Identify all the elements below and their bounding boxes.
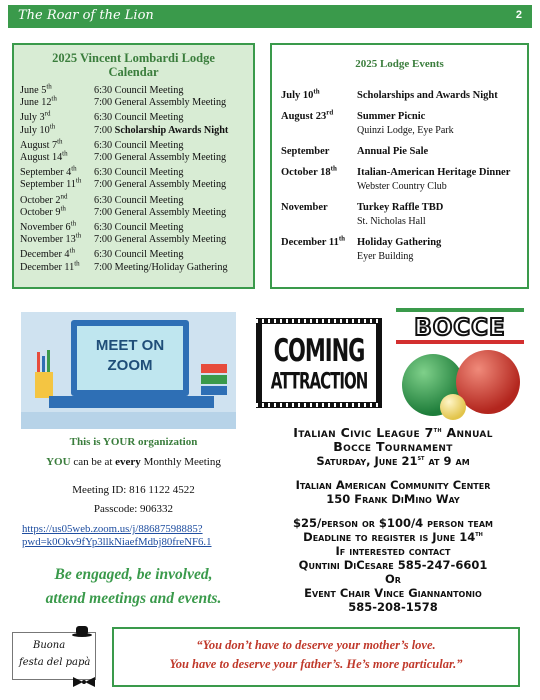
tournament-contact-1: Quntini DiCesare 585-247-6601 [298,558,488,572]
pencil-cup-graphic [35,372,53,398]
event-date: December 11th [281,234,346,248]
marquee-lights [256,319,382,323]
event-date: July 10th [281,87,320,101]
every-end-text: Monthly Meeting [140,456,221,468]
calendar-date: June 5th [20,82,52,96]
calendar-row [20,179,256,191]
zoom-link-line1[interactable]: https://us05web.zoom.us/j/88687598885? [22,523,203,535]
event-date: October 18th [281,164,337,178]
calendar-title [14,51,253,79]
newsletter-title: The Roar of the Lion [18,8,154,23]
passcode: Passcode: 906332 [93,503,174,515]
calendar-event: 7:00 General Assembly Meeting [94,152,227,164]
calendar-title-line1: 2025 Vincent Lombardi Lodge [52,51,215,65]
calendar-row [20,231,256,246]
calendar-row [20,219,256,234]
event-name: Turkey Raffle TBD [357,202,444,213]
buona-text: Buona [33,640,66,651]
calendar-event: 6:30 Council Meeting [94,85,184,96]
event-row [281,166,526,194]
calendar-row [20,122,256,137]
calendar-row [20,259,256,274]
meeting-id: Meeting ID: 816 1122 4522 [72,484,195,496]
fathers-quote-box [112,627,520,687]
calendar-event: 7:00 General Assembly Meeting [94,234,227,246]
event-name: Annual Pie Sale [357,146,429,157]
pencil-graphic [47,350,50,372]
calendar-title-line2: Calendar [108,65,159,79]
calendar-date: July 10th [20,122,56,136]
event-location: Webster Country Club [357,181,447,192]
tournament-contact-2-phone: 585-208-1578 [348,600,438,614]
meet-on-zoom-image [21,312,236,429]
calendar-month-group [20,82,256,109]
zoom-info [12,435,255,611]
event-row [281,110,526,138]
event-name: Holiday Gathering [357,237,442,248]
event-name: Summer Picnic [357,111,426,122]
pencil-graphic [37,352,40,374]
calendar-row [20,164,256,179]
bow-tie-icon [73,677,95,687]
marquee-lights [256,403,382,407]
tournament-price: $25/person or $100/4 person team [293,516,493,530]
page-number: 2 [515,9,522,21]
calendar-month-group [20,249,256,273]
zoom-word-text: ZOOM [107,357,153,374]
calendar-date: November 6th [20,219,77,234]
coming-attraction-image [256,304,382,419]
event-name: Scholarships and Awards Night [357,90,498,101]
engaged-line2: attend meetings and events. [45,590,222,607]
calendar-date: December 4th [20,247,75,261]
bocce-image [396,304,524,422]
tournament-line2: Bocce Tournament [333,439,453,454]
meet-on-zoom-text [77,336,183,376]
calendar-month-group [20,219,256,246]
calendar-event: 7:00 Meeting/Holiday Gathering [94,261,228,273]
calendar-row [20,149,256,164]
event-row [281,236,526,264]
calendar-event: 6:30 Council Meeting [94,194,184,206]
calendar-month-group [20,137,256,164]
fathers-day-card [12,632,96,680]
event-location: St. Nicholas Hall [357,216,426,227]
calendar-event: 6:30 Council Meeting [94,167,184,179]
every-mid-text: can be at [70,456,116,468]
event-name: Italian-American Heritage Dinner [357,167,511,178]
calendar-date: September 11th [20,177,82,191]
zoom-meeting-link[interactable] [12,523,255,549]
calendar-date: August 7th [20,137,63,151]
books-graphic [201,364,227,400]
marquee-graphic [256,318,382,408]
events-list [281,89,526,271]
event-date: November [281,202,328,213]
hat-icon [72,625,92,637]
calendar-event: 7:00 General Assembly Meeting [94,179,227,191]
festa-del-papa-text: festa del papà [19,657,91,668]
calendar-date: October 9th [20,204,66,218]
calendar-event: 7:00 General Assembly Meeting [94,206,227,218]
attraction-text: ATTRACTION [270,367,368,395]
calendar-row [20,192,256,207]
laptop-screen [77,326,183,390]
bocce-tournament-info [258,426,528,614]
laptop-base-graphic [49,396,214,408]
tournament-line1: Italian Civic League 7th Annual [293,425,493,440]
every-text: every [115,456,141,468]
newsletter-header [8,5,532,28]
calendar-date: October 2nd [20,192,68,206]
quote-line2: You have to deserve your father’s. He’s more particular.” [169,657,463,671]
bocce-word: BOCCE [414,315,506,341]
calendar-row [20,112,256,124]
events-title: 2025 Lodge Events [355,58,444,70]
quote-line1: “You don’t have to deserve your mother’s love. [196,638,436,652]
calendar-date: June 12th [20,94,57,109]
monthly-meeting-text [12,456,255,468]
calendar-row [20,204,256,219]
calendar-month-group [20,112,256,136]
tournament-venue: Italian American Community Center [295,478,491,492]
event-location: Quinzi Lodge, Eye Park [357,125,454,136]
calendar-event: 6:30 Council Meeting [94,249,184,261]
calendar-event: 6:30 Council Meeting [94,222,184,234]
event-row [281,201,526,229]
calendar-rows [20,82,256,277]
calendar-month-group [20,192,256,219]
pallino-ball [440,394,466,420]
laptop-graphic [71,320,189,396]
bocce-banner [396,308,524,344]
calendar-event: 6:30 Council Meeting [94,112,184,124]
calendar-row [20,249,256,261]
marquee-sign [262,324,376,402]
calendar-date: August 14th [20,149,68,164]
tournament-address: 150 Frank DiMino Way [326,492,460,506]
tournament-contact-intro: If interested contact [335,544,451,558]
calendar-date: July 3rd [20,110,51,124]
calendar-event: 6:30 Council Meeting [94,139,184,151]
engaged-slogan [12,563,255,611]
desk-graphic [21,412,236,429]
calendar-row [20,94,256,109]
lodge-events-box [270,43,529,289]
event-row [281,145,526,159]
tournament-deadline: Deadline to register is June 14th [303,530,483,544]
calendar-date: December 11th [20,259,80,273]
calendar-row [20,137,256,152]
event-date: September [281,146,330,157]
you-text: YOU [46,456,71,468]
coming-text: COMING [273,332,365,369]
organization-text: This is YOUR organization [69,436,198,448]
calendar-month-group [20,164,256,191]
tournament-date: Saturday, June 21st at 9 am [316,454,470,468]
lodge-calendar-box [12,43,255,289]
calendar-date: November 13th [20,231,82,246]
zoom-link-line2[interactable]: pwd=k0Okv9fYp3llkNiaefMdbj80freNF6.1 [22,536,212,548]
calendar-event: 7:00 Scholarship Awards Night [94,124,229,136]
tournament-contact-2: Event Chair Vince Giannantonio [304,586,482,600]
event-row [281,89,526,103]
meet-on-text: MEET ON [95,337,165,354]
calendar-date: September 4th [20,164,77,179]
calendar-event: 7:00 General Assembly Meeting [94,97,227,109]
tournament-or: Or [385,572,401,586]
engaged-line1: Be engaged, be involved, [54,566,213,583]
event-location: Eyer Building [357,251,414,262]
event-date: August 23rd [281,108,334,122]
